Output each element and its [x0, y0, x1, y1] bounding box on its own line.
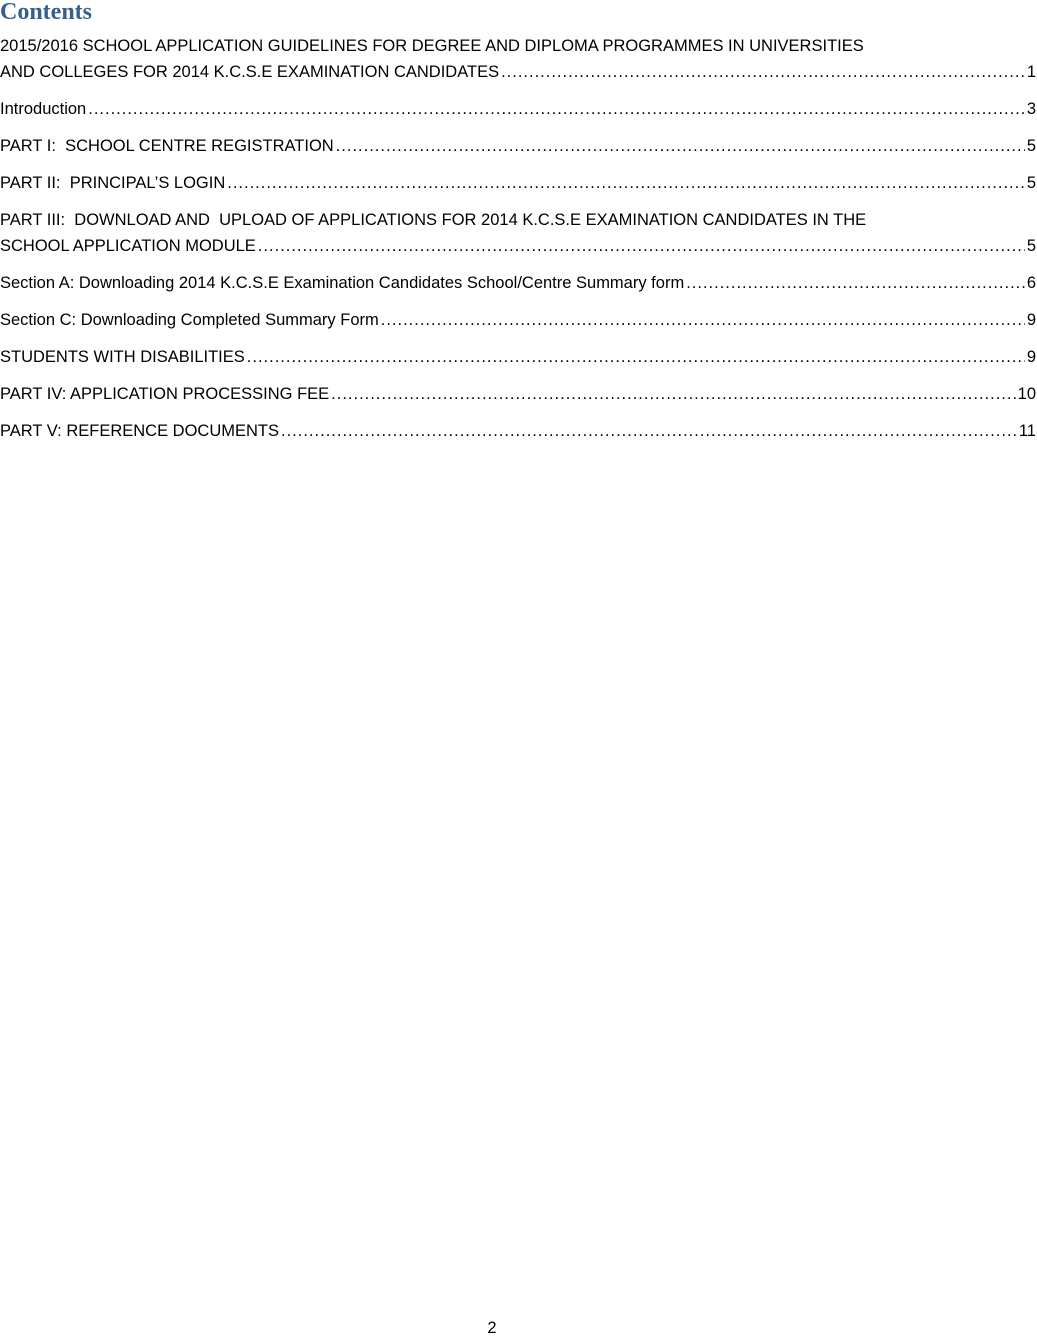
page-number: 2 — [487, 1319, 497, 1337]
toc-entry-text: Section A: Downloading 2014 K.C.S.E Examination Candidates School/Centre Summary form — [0, 274, 685, 292]
toc-entry-text: AND COLLEGES FOR 2014 K.C.S.E EXAMINATION CANDIDATES — [0, 63, 500, 81]
dot-leader — [281, 418, 1017, 444]
dot-leader — [331, 381, 1015, 407]
dot-leader — [686, 270, 1025, 296]
toc-entry-text: PART V: REFERENCE DOCUMENTS — [0, 422, 280, 440]
toc-heading: Contents — [0, 0, 93, 25]
toc-entry-text: 2015/2016 SCHOOL APPLICATION GUIDELINES FOR DEGREE AND DIPLOMA PROGRAMMES IN UNIVERSITIES — [0, 37, 864, 55]
toc-entry-text: PART III: DOWNLOAD AND UPLOAD OF APPLICATIONS FOR 2014 K.C.S.E EXAMINATION CANDIDATES IN THE — [0, 211, 867, 229]
toc-entry-students-with-disabilities[interactable] — [0, 344, 1036, 370]
toc-page-number: 11 — [1018, 422, 1036, 440]
toc-entry-introduction[interactable] — [0, 96, 1036, 122]
toc-entry-part-v[interactable] — [0, 418, 1036, 444]
toc-entry-text: PART IV: APPLICATION PROCESSING FEE — [0, 385, 330, 403]
toc-entry-text: PART I: SCHOOL CENTRE REGISTRATION — [0, 137, 334, 155]
toc-page-number: 10 — [1017, 385, 1036, 403]
dot-leader — [381, 307, 1025, 333]
dot-leader — [227, 170, 1025, 196]
table-of-contents — [0, 33, 1036, 455]
dot-leader — [501, 59, 1025, 85]
toc-page-number: 9 — [1026, 311, 1036, 329]
toc-entry-part-iv[interactable] — [0, 381, 1036, 407]
toc-entry-guidelines[interactable] — [0, 33, 1036, 85]
toc-entry-text: SCHOOL APPLICATION MODULE — [0, 237, 256, 255]
dot-leader — [88, 96, 1025, 122]
toc-entry-section-a[interactable] — [0, 270, 1036, 296]
toc-page-number: 1 — [1026, 63, 1036, 81]
toc-entry-text: PART II: PRINCIPAL’S LOGIN — [0, 174, 226, 192]
toc-page-number: 5 — [1026, 137, 1036, 155]
toc-entry-section-c[interactable] — [0, 307, 1036, 333]
toc-page-number: 5 — [1026, 237, 1036, 255]
toc-entry-part-i[interactable] — [0, 133, 1036, 159]
toc-entry-text: Section C: Downloading Completed Summary Form — [0, 311, 379, 329]
toc-page-number: 6 — [1026, 274, 1036, 292]
dot-leader — [258, 233, 1025, 259]
toc-entry-text: Introduction — [0, 100, 87, 118]
toc-entry-part-ii[interactable] — [0, 170, 1036, 196]
toc-page-number: 9 — [1026, 348, 1036, 366]
toc-entry-part-iii[interactable] — [0, 207, 1036, 259]
dot-leader — [336, 133, 1025, 159]
dot-leader — [247, 344, 1025, 370]
toc-page-number: 3 — [1026, 100, 1036, 118]
toc-entry-text: STUDENTS WITH DISABILITIES — [0, 348, 245, 366]
toc-page-number: 5 — [1026, 174, 1036, 192]
